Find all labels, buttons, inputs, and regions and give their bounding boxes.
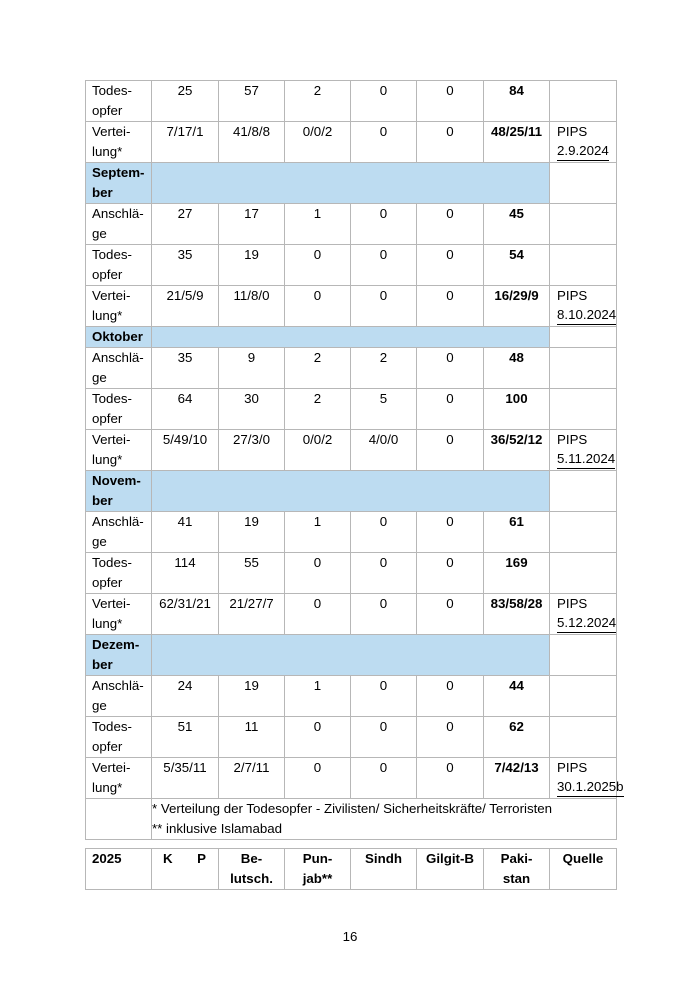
- value-cell: 0: [285, 758, 351, 799]
- empty-cell: [550, 471, 617, 512]
- total-cell: 36/52/12: [484, 430, 550, 471]
- value-cell: 0: [285, 245, 351, 286]
- value-cell: 0: [285, 286, 351, 327]
- total-cell: 83/58/28: [484, 594, 550, 635]
- total-cell: 45: [484, 204, 550, 245]
- value-cell: 0: [417, 204, 484, 245]
- header-cell: Pun- jab**: [285, 849, 351, 890]
- value-cell: 9: [219, 348, 285, 389]
- value-cell: 21/5/9: [152, 286, 219, 327]
- value-cell: 0: [351, 204, 417, 245]
- year-cell: 2025: [86, 849, 152, 890]
- month-label: Oktober: [86, 327, 152, 348]
- table-row: [86, 676, 617, 717]
- table-row: [86, 430, 617, 471]
- value-cell: 0: [351, 594, 417, 635]
- footnote: * Verteilung der Todesopfer - Zivilisten/ Sicherheitskräfte/ Terroristen: [152, 801, 553, 816]
- value-cell: 0: [351, 286, 417, 327]
- value-cell: 0: [417, 676, 484, 717]
- header-cell: Sindh: [351, 849, 417, 890]
- month-header-row: [86, 163, 617, 204]
- value-cell: 11/8/0: [219, 286, 285, 327]
- row-label: Anschlä- ge: [86, 204, 152, 245]
- row-label: Todes- opfer: [86, 553, 152, 594]
- value-cell: 0: [351, 512, 417, 553]
- value-cell: 0: [351, 122, 417, 163]
- kp-header-cell: [152, 849, 219, 890]
- value-cell: 5/35/11: [152, 758, 219, 799]
- total-cell: 100: [484, 389, 550, 430]
- row-label: Vertei- lung*: [86, 122, 152, 163]
- value-cell: 0: [417, 348, 484, 389]
- source-cell: [550, 122, 617, 163]
- month-header-row: [86, 635, 617, 676]
- value-cell: 24: [152, 676, 219, 717]
- source-cell: [550, 430, 617, 471]
- value-cell: 57: [219, 81, 285, 122]
- value-cell: 19: [219, 245, 285, 286]
- header-cell: Quelle: [550, 849, 617, 890]
- table-row: [86, 553, 617, 594]
- value-cell: 0: [417, 430, 484, 471]
- page-number: 16: [342, 929, 358, 944]
- value-cell: 1: [285, 676, 351, 717]
- value-cell: 64: [152, 389, 219, 430]
- value-cell: 0: [351, 245, 417, 286]
- month-header-row: [86, 327, 617, 348]
- source-cell: [550, 245, 617, 286]
- source-link-text: PIPS 2.9.2024: [557, 122, 609, 161]
- table-row: [86, 81, 617, 122]
- row-label: Vertei- lung*: [86, 758, 152, 799]
- source-cell: [550, 81, 617, 122]
- value-cell: 0/0/2: [285, 122, 351, 163]
- value-cell: 0: [351, 676, 417, 717]
- total-cell: 54: [484, 245, 550, 286]
- value-cell: 0: [417, 245, 484, 286]
- table-row: [86, 122, 617, 163]
- year-2025-header-table: [85, 848, 617, 890]
- value-cell: 5/49/10: [152, 430, 219, 471]
- value-cell: 11: [219, 717, 285, 758]
- value-cell: 0: [417, 512, 484, 553]
- value-cell: 0: [351, 553, 417, 594]
- month-label: Novem- ber: [86, 471, 152, 512]
- value-cell: 62/31/21: [152, 594, 219, 635]
- month-band-fill: [152, 635, 550, 676]
- source-cell: [550, 204, 617, 245]
- value-cell: 2: [285, 81, 351, 122]
- kp-letter: K: [163, 851, 173, 866]
- source-cell: [550, 594, 617, 635]
- attack-statistics-table: [85, 80, 624, 840]
- value-cell: 21/27/7: [219, 594, 285, 635]
- empty-cell: [550, 635, 617, 676]
- header-cell: Be- lutsch.: [219, 849, 285, 890]
- row-label: Vertei- lung*: [86, 286, 152, 327]
- source-cell: [550, 389, 617, 430]
- value-cell: 27: [152, 204, 219, 245]
- month-band-fill: [152, 471, 550, 512]
- footnotes-cell: [152, 799, 617, 840]
- table-row: [86, 594, 617, 635]
- row-label: Vertei- lung*: [86, 594, 152, 635]
- row-label: Todes- opfer: [86, 81, 152, 122]
- month-band-fill: [152, 163, 550, 204]
- header-row: [86, 849, 617, 890]
- source-cell: [550, 553, 617, 594]
- empty-cell: [550, 327, 617, 348]
- empty-cell: [550, 163, 617, 204]
- total-cell: 84: [484, 81, 550, 122]
- total-cell: 62: [484, 717, 550, 758]
- table-row: [86, 389, 617, 430]
- total-cell: 61: [484, 512, 550, 553]
- header-cell: Gilgit-B: [417, 849, 484, 890]
- value-cell: 2: [285, 389, 351, 430]
- source-link-text: PIPS 30.1.2025b: [557, 758, 624, 797]
- value-cell: 0: [417, 553, 484, 594]
- source-cell: [550, 512, 617, 553]
- value-cell: 1: [285, 204, 351, 245]
- value-cell: 0: [417, 81, 484, 122]
- kp-letter: P: [197, 851, 206, 866]
- row-label: Anschlä- ge: [86, 676, 152, 717]
- value-cell: 17: [219, 204, 285, 245]
- value-cell: 0/0/2: [285, 430, 351, 471]
- value-cell: 2: [285, 348, 351, 389]
- value-cell: 0: [417, 122, 484, 163]
- total-cell: 7/42/13: [484, 758, 550, 799]
- value-cell: 0: [285, 594, 351, 635]
- total-cell: 44: [484, 676, 550, 717]
- month-label: Septem- ber: [86, 163, 152, 204]
- value-cell: 4/0/0: [351, 430, 417, 471]
- footnote: ** inklusive Islamabad: [152, 821, 283, 836]
- value-cell: 0: [351, 758, 417, 799]
- value-cell: 0: [351, 717, 417, 758]
- table-row: [86, 348, 617, 389]
- total-cell: 169: [484, 553, 550, 594]
- value-cell: 0: [351, 81, 417, 122]
- value-cell: 114: [152, 553, 219, 594]
- table-row: [86, 204, 617, 245]
- value-cell: 2/7/11: [219, 758, 285, 799]
- value-cell: 0: [417, 286, 484, 327]
- table-row: [86, 245, 617, 286]
- value-cell: 0: [417, 758, 484, 799]
- table-row: [86, 512, 617, 553]
- source-cell: [550, 676, 617, 717]
- month-header-row: [86, 471, 617, 512]
- source-link-text: PIPS 5.12.2024: [557, 594, 616, 633]
- row-label: Anschlä- ge: [86, 512, 152, 553]
- value-cell: 5: [351, 389, 417, 430]
- value-cell: 27/3/0: [219, 430, 285, 471]
- value-cell: 0: [417, 717, 484, 758]
- row-label: Vertei- lung*: [86, 430, 152, 471]
- total-cell: 16/29/9: [484, 286, 550, 327]
- value-cell: 1: [285, 512, 351, 553]
- value-cell: 7/17/1: [152, 122, 219, 163]
- value-cell: 19: [219, 512, 285, 553]
- row-label: Todes- opfer: [86, 389, 152, 430]
- value-cell: 19: [219, 676, 285, 717]
- row-label: Anschlä- ge: [86, 348, 152, 389]
- month-band-fill: [152, 327, 550, 348]
- table-row: [86, 717, 617, 758]
- header-cell: Paki- stan: [484, 849, 550, 890]
- source-cell: [550, 286, 617, 327]
- table-row: [86, 286, 617, 327]
- row-label: Todes- opfer: [86, 717, 152, 758]
- value-cell: 41: [152, 512, 219, 553]
- value-cell: 25: [152, 81, 219, 122]
- value-cell: 0: [285, 553, 351, 594]
- source-cell: [550, 717, 617, 758]
- value-cell: 55: [219, 553, 285, 594]
- total-cell: 48/25/11: [484, 122, 550, 163]
- value-cell: 2: [351, 348, 417, 389]
- value-cell: 30: [219, 389, 285, 430]
- value-cell: 0: [285, 717, 351, 758]
- source-link-text: PIPS 5.11.2024: [557, 430, 615, 469]
- source-cell: [550, 758, 624, 799]
- value-cell: 0: [417, 594, 484, 635]
- value-cell: 0: [417, 389, 484, 430]
- value-cell: 35: [152, 245, 219, 286]
- empty-cell: [86, 799, 152, 840]
- month-label: Dezem- ber: [86, 635, 152, 676]
- value-cell: 51: [152, 717, 219, 758]
- source-link-text: PIPS 8.10.2024: [557, 286, 616, 325]
- source-cell: [550, 348, 617, 389]
- notes-row: [86, 799, 617, 840]
- row-label: Todes- opfer: [86, 245, 152, 286]
- total-cell: 48: [484, 348, 550, 389]
- value-cell: 41/8/8: [219, 122, 285, 163]
- value-cell: 35: [152, 348, 219, 389]
- table-row: [86, 758, 617, 799]
